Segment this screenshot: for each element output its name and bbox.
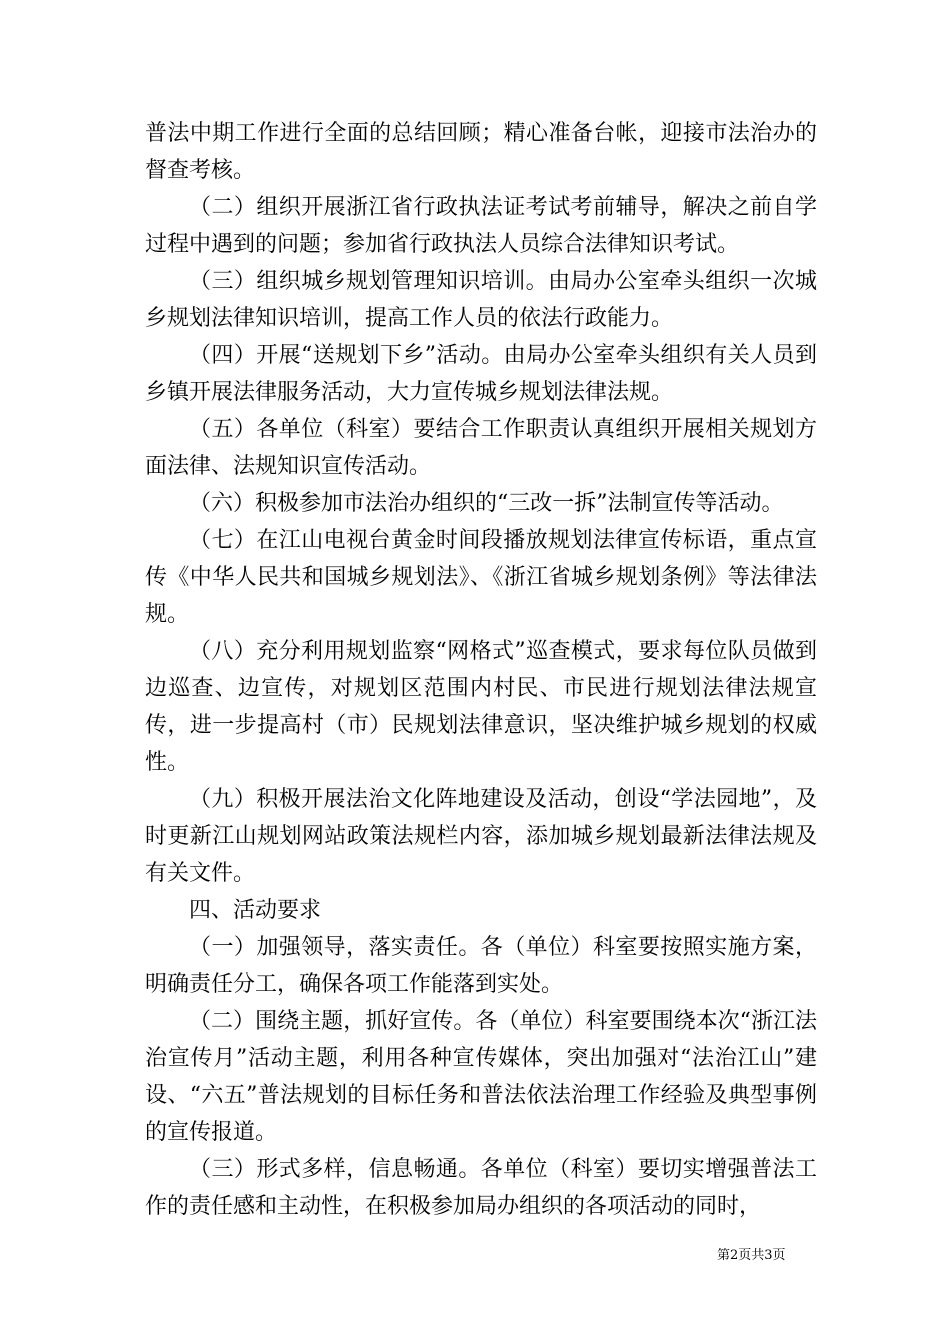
- page-number-footer: 第2页共3页: [717, 1248, 786, 1263]
- paragraph: （九）积极开展法治文化阵地建设及活动，创设“学法园地”，及时更新江山规划网站政策法规栏内容，添加城乡规划最新法律法规及有关文件。: [145, 787, 817, 886]
- paragraph: （七）在江山电视台黄金时间段播放规划法律宣传标语，重点宣传《中华人民共和国城乡规划法》、《浙江省城乡规划条例》等法律法规。: [145, 528, 817, 627]
- paragraph: （一）加强领导，落实责任。各（单位）科室要按照实施方案，明确责任分工，确保各项工作能落到实处。: [145, 935, 817, 997]
- paragraph: （六）积极参加市法治办组织的“三改一拆”法制宣传等活动。: [189, 491, 784, 516]
- paragraph: （二）组织开展浙江省行政执法证考试考前辅导，解决之前自学过程中遇到的问题；参加省行政执法人员综合法律知识考试。: [145, 195, 817, 257]
- paragraph: （三）形式多样，信息畅通。各单位（科室）要切实增强普法工作的责任感和主动性，在积极参加局办组织的各项活动的同时，: [145, 1157, 817, 1219]
- paragraph: （八）充分利用规划监察“网格式”巡查模式，要求每位队员做到边巡查、边宣传，对规划区范围内村民、市民进行规划法律法规宣传，进一步提高村（市）民规划法律意识，坚决维护城乡规划的权威性。: [145, 639, 817, 775]
- paragraph: （四）开展“送规划下乡”活动。由局办公室牵头组织有关人员到乡镇开展法律服务活动，大力宣传城乡规划法律法规。: [145, 343, 817, 405]
- paragraph: （二）围绕主题，抓好宣传。各（单位）科室要围绕本次“浙江法治宣传月”活动主题，利用各种宣传媒体，突出加强对“法治江山”建设、“六五”普法规划的目标任务和普法依法治理工作经验及典型事例的宣传报道。: [145, 1009, 817, 1145]
- section-heading: 四、活动要求: [189, 898, 322, 923]
- document-body: [145, 115, 817, 1225]
- paragraph: 普法中期工作进行全面的总结回顾；精心准备台帐，迎接市法治办的督查考核。: [145, 121, 817, 183]
- paragraph: （三）组织城乡规划管理知识培训。由局办公室牵头组织一次城乡规划法律知识培训，提高工作人员的依法行政能力。: [145, 269, 817, 331]
- paragraph: （五）各单位（科室）要结合工作职责认真组织开展相关规划方面法律、法规知识宣传活动。: [145, 417, 817, 479]
